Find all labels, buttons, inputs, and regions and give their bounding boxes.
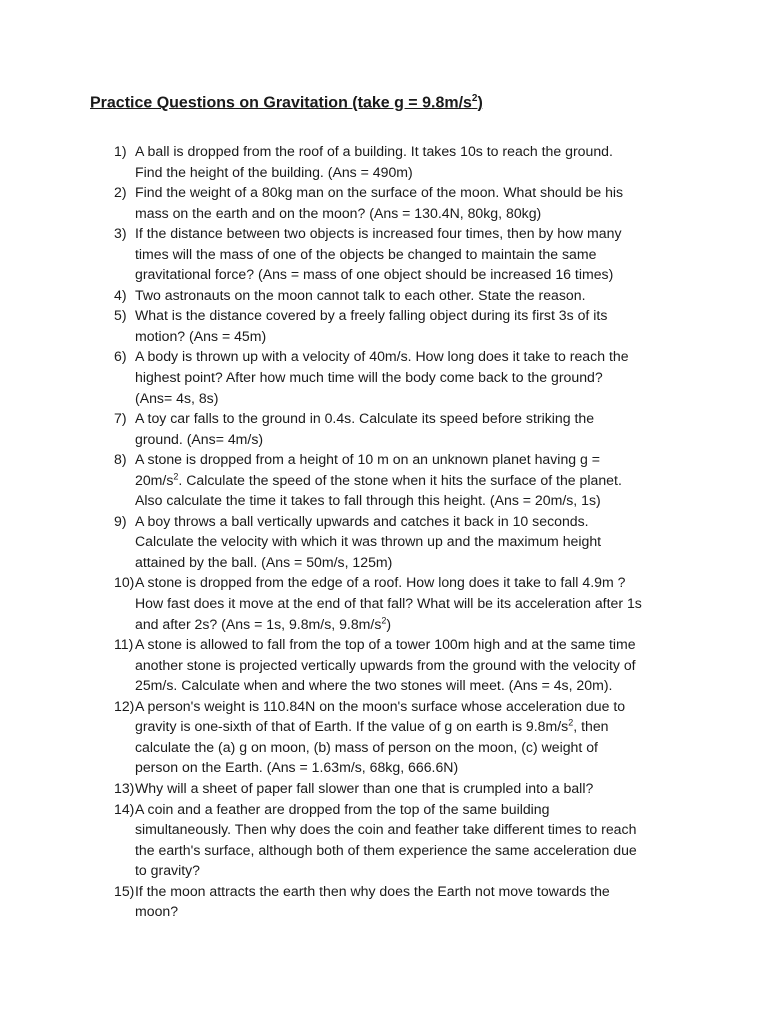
question-line: to gravity?	[135, 862, 201, 879]
question-line: gravitational force? (Ans = mass of one object should be increased 16 times)	[135, 266, 614, 283]
title-end: )	[477, 94, 483, 112]
question-text: . Calculate the speed of the stone when it hits the surface of the planet.	[178, 471, 622, 488]
question-text: and after 2s? (Ans = 1s, 9.8m/s, 9.8m/s	[135, 615, 382, 632]
title-superscript: 2	[471, 93, 478, 104]
question-line: If the moon attracts the earth then why does the Earth not move towards the	[135, 882, 610, 899]
question-line: How fast does it move at the end of that fall? What will be its acceleration after 1s	[135, 595, 642, 612]
question-line: moon?	[135, 903, 179, 920]
question-item	[114, 182, 674, 223]
question-number: 7)	[114, 410, 127, 427]
question-line: highest point? After how much time will the body come back to the ground?	[135, 369, 603, 386]
question-number: 3)	[114, 225, 127, 242]
question-list	[114, 141, 674, 922]
question-line: A person's weight is 110.84N on the moon's surface whose acceleration due to	[135, 697, 626, 714]
question-item	[114, 778, 674, 799]
question-item	[114, 305, 674, 346]
question-line: Also calculate the time it takes to fall through this height. (Ans = 20m/s, 1s)	[135, 492, 601, 509]
question-item	[114, 346, 674, 408]
question-line: Find the height of the building. (Ans = 490m)	[135, 163, 413, 180]
question-item	[114, 572, 674, 634]
superscript: 2	[381, 614, 387, 625]
question-number: 5)	[114, 307, 127, 324]
question-line: A toy car falls to the ground in 0.4s. Calculate its speed before striking the	[135, 410, 595, 427]
question-line: ground. (Ans= 4m/s)	[135, 430, 264, 447]
superscript: 2	[173, 471, 179, 482]
question-text: 20m/s	[135, 471, 174, 488]
question-text: )	[386, 615, 392, 632]
question-number: 2)	[114, 184, 127, 201]
page-title	[90, 93, 483, 112]
question-item	[114, 799, 674, 881]
title-main: Practice Questions on Gravitation (take g = 9.8m/s	[90, 94, 472, 112]
question-text: , then	[573, 718, 609, 735]
question-item	[114, 881, 674, 922]
question-line: What is the distance covered by a freely falling object during its first 3s of its	[135, 307, 608, 324]
question-line: calculate the (a) g on moon, (b) mass of person on the moon, (c) weight of	[135, 738, 598, 755]
question-line: If the distance between two objects is increased four times, then by how many	[135, 225, 622, 242]
question-number: 4)	[114, 286, 127, 303]
question-item	[114, 511, 674, 573]
question-item	[114, 634, 674, 696]
question-line: mass on the earth and on the moon? (Ans = 130.4N, 80kg, 80kg)	[135, 204, 542, 221]
question-item	[114, 141, 674, 182]
question-number: 6)	[114, 348, 127, 365]
question-line: person on the Earth. (Ans = 1.63m/s, 68kg, 666.6N)	[135, 759, 459, 776]
question-line: A stone is allowed to fall from the top of a tower 100m high and at the same time	[135, 636, 636, 653]
question-item	[114, 696, 674, 778]
question-line: Find the weight of a 80kg man on the surface of the moon. What should be his	[135, 184, 624, 201]
question-line	[135, 614, 674, 635]
question-line: Two astronauts on the moon cannot talk to each other. State the reason.	[135, 286, 586, 303]
question-number: 9)	[114, 512, 127, 529]
question-line: A boy throws a ball vertically upwards and catches it back in 10 seconds.	[135, 512, 589, 529]
question-line: A body is thrown up with a velocity of 40m/s. How long does it take to reach the	[135, 348, 629, 365]
question-number: 13)	[114, 779, 135, 796]
question-line	[135, 470, 674, 491]
question-text: gravity is one-sixth of that of Earth. If the value of g on earth is 9.8m/s	[135, 718, 569, 735]
question-line	[135, 716, 674, 737]
question-line: Calculate the velocity with which it was thrown up and the maximum height	[135, 533, 602, 550]
question-line: 25m/s. Calculate when and where the two stones will meet. (Ans = 4s, 20m).	[135, 677, 613, 694]
question-number: 12)	[114, 697, 135, 714]
question-line: (Ans= 4s, 8s)	[135, 389, 219, 406]
question-line: times will the mass of one of the objects be changed to maintain the same	[135, 245, 597, 262]
superscript: 2	[568, 717, 574, 728]
question-line: A stone is dropped from a height of 10 m on an unknown planet having g =	[135, 451, 601, 468]
question-number: 1)	[114, 143, 127, 159]
question-number: 15)	[114, 882, 135, 899]
question-line: simultaneously. Then why does the coin and feather take different times to reach	[135, 821, 637, 838]
question-line: motion? (Ans = 45m)	[135, 327, 267, 344]
question-line: attained by the ball. (Ans = 50m/s, 125m)	[135, 553, 393, 570]
question-item	[114, 449, 674, 511]
question-item	[114, 408, 674, 449]
question-item	[114, 285, 674, 306]
question-line: A coin and a feather are dropped from the top of the same building	[135, 800, 550, 817]
question-number: 11)	[114, 636, 134, 653]
question-number: 8)	[114, 451, 127, 468]
question-number: 10)	[114, 574, 135, 591]
question-number: 14)	[114, 800, 135, 817]
question-line: the earth's surface, although both of them experience the same acceleration due	[135, 841, 637, 858]
question-line: A ball is dropped from the roof of a building. It takes 10s to reach the ground.	[135, 143, 613, 159]
question-line: another stone is projected vertically upwards from the ground with the velocity of	[135, 656, 636, 673]
question-line: Why will a sheet of paper fall slower than one that is crumpled into a ball?	[135, 779, 594, 796]
question-line: A stone is dropped from the edge of a roof. How long does it take to fall 4.9m ?	[135, 574, 626, 591]
question-item	[114, 223, 674, 285]
